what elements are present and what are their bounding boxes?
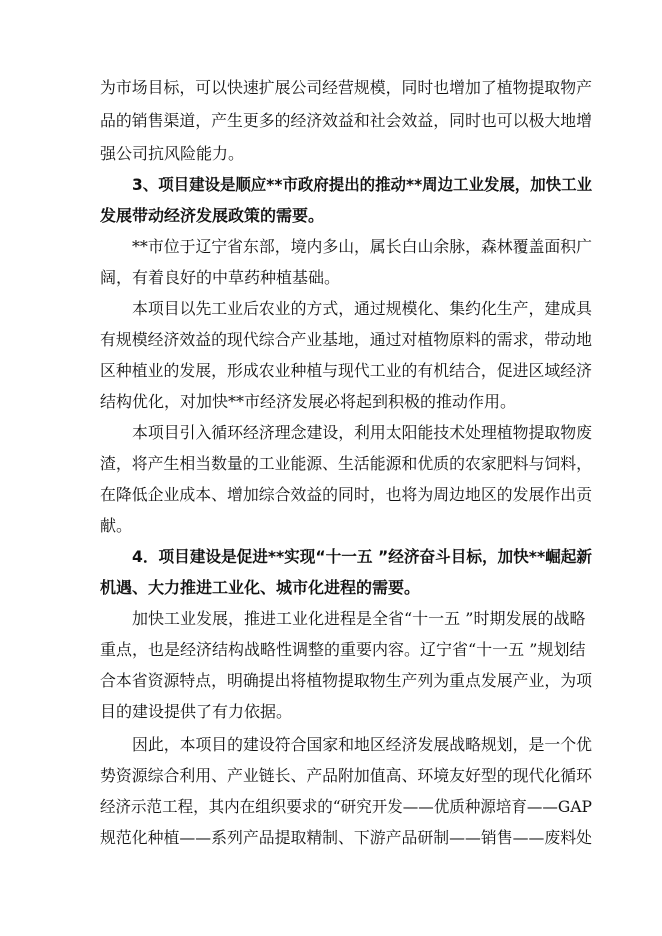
- text-line: 规范化种植——系列产品提取精制、下游产品研制——销售——废料处: [100, 828, 592, 847]
- text-line: 有规模经济效益的现代综合产业基地，通过对植物原料的需求，带动地: [100, 330, 592, 349]
- text-line: 渣，将产生相当数量的工业能源、生活能源和优质的农家肥料与饲料，: [100, 454, 592, 473]
- text-line: 合本省资源特点，明确提出将植物提取物生产列为重点发展产业，为项: [100, 671, 592, 690]
- text-line: 阔，有着良好的中草药种植基础。: [100, 268, 341, 287]
- text-line: 为市场目标，可以快速扩展公司经营规模，同时也增加了植物提取物产: [100, 78, 592, 97]
- text-line: 本项目以先工业后农业的方式，通过规模化、集约化生产，建成具: [132, 299, 592, 318]
- text-line: 结构优化，对加快**市经济发展必将起到积极的推动作用。: [100, 392, 517, 411]
- section-heading: 机遇、大力推进工业化、城市化进程的需要。: [100, 578, 421, 597]
- text-line: 因此，本项目的建设符合国家和地区经济发展战略规划，是一个优: [132, 735, 592, 754]
- section-heading: 3、项目建设是顺应**市政府提出的推动**周边工业发展，加快工业: [132, 175, 593, 194]
- text-line: 品的销售渠道，产生更多的经济效益和社会效益，同时也可以极大地增: [100, 111, 592, 130]
- text-line: 本项目引入循环经济理念建设，利用太阳能技术处理植物提取物废: [132, 423, 592, 442]
- text-line: **市位于辽宁省东部，境内多山，属长白山余脉，森林覆盖面积广: [132, 237, 592, 256]
- text-line: 目的建设提供了有力依据。: [100, 702, 293, 721]
- section-heading: 发展带动经济发展政策的需要。: [100, 206, 325, 225]
- text-line: 区种植业的发展，形成农业种植与现代工业的有机结合，促进区域经济: [100, 361, 592, 380]
- text-line: 势资源综合利用、产业链长、产品附加值高、环境友好型的现代化循环: [100, 766, 592, 785]
- text-line: 加快工业发展，推进工业化进程是全省“十一五 ”时期发展的战略: [132, 609, 586, 628]
- text-line: 经济示范工程，其内在组织要求的“研究开发——优质种源培育——GAP: [100, 797, 592, 816]
- section-heading: 4．项目建设是促进**实现“十一五 ”经济奋斗目标，加快**崛起新: [132, 547, 593, 566]
- text-line: 献。: [100, 516, 133, 535]
- text-line: 强公司抗风险能力。: [100, 144, 245, 163]
- text-line: 在降低企业成本、增加综合效益的同时，也将为周边地区的发展作出贡: [100, 485, 592, 504]
- text-line: 重点，也是经济结构战略性调整的重要内容。辽宁省“十一五 ”规划结: [100, 640, 586, 659]
